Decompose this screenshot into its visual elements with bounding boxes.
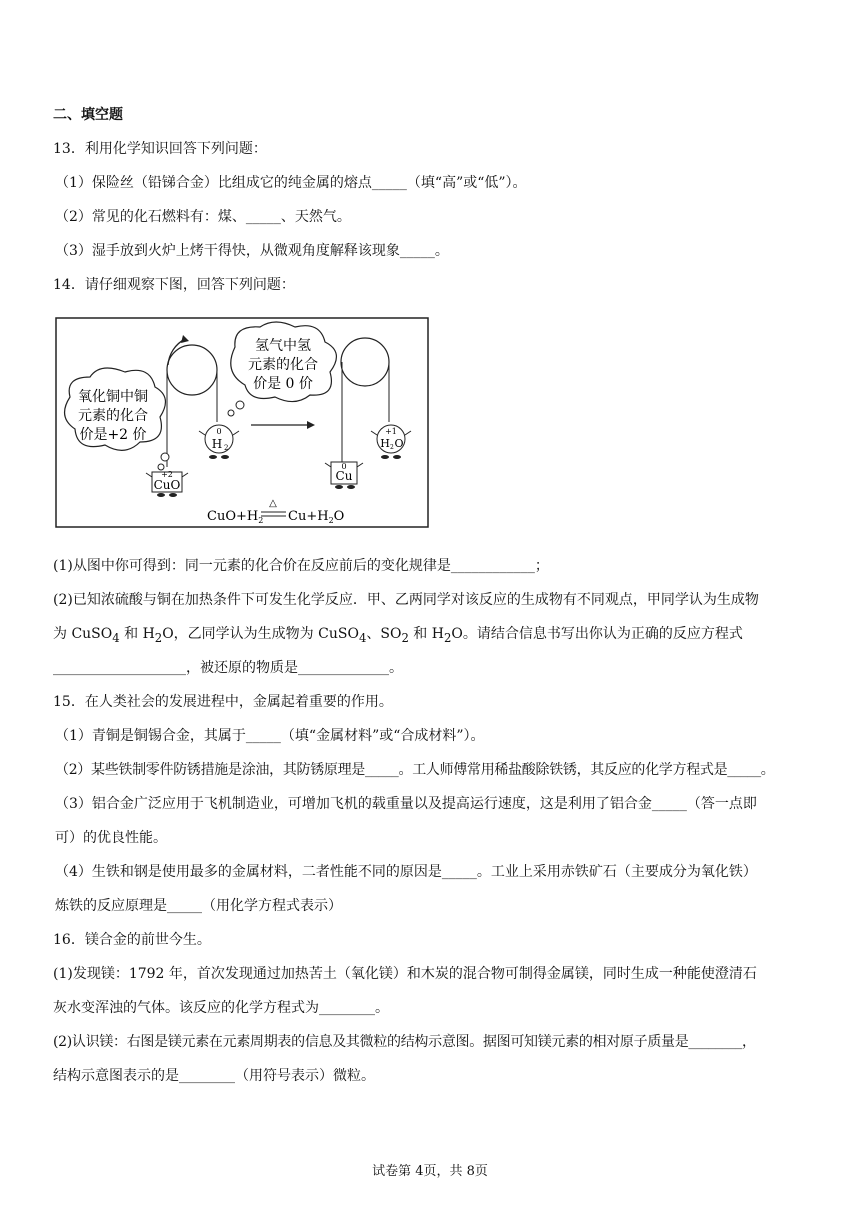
h2-valence: 0: [216, 427, 222, 436]
q16-stem: 16．镁合金的前世今生。: [53, 932, 211, 948]
q15-part3-a: （3）铝合金广泛应用于飞机制造业，可增加飞机的载重量以及提高运行速度，这是利用了铝合金_____（答一点即: [55, 796, 757, 812]
h2o-o: O: [394, 437, 404, 450]
section-title: 二、填空题: [53, 107, 123, 123]
left-bubble-line3: 价是+2 价: [79, 427, 147, 443]
q15-part3-b: 可）的优良性能。: [55, 830, 167, 846]
reaction-figure: [55, 317, 429, 528]
q15-part1: （1）青铜是铜锡合金，其属于_____（填“金属材料”或“合成材料”）。: [55, 728, 485, 744]
equation-left: $CuO+H_2$: [207, 509, 264, 525]
q14-part2-a: (2)已知浓硫酸与铜在加热条件下可发生化学反应．甲、乙两同学对该反应的生成物有不同观点，甲同学认为生成物: [53, 592, 759, 608]
heat-symbol: △: [269, 498, 277, 509]
right-bubble-line2: 元素的化合: [248, 357, 318, 373]
left-bubble-line1: 氧化铜中铜: [78, 389, 148, 405]
left-bubble-line2: 元素的化合: [78, 408, 148, 424]
q16-part2-a: (2)认识镁：右图是镁元素在元素周期表的信息及其微粒的结构示意图。据图可知镁元素的相对原子质量是________，: [53, 1034, 756, 1050]
right-bubble-line3: 价是 0 价: [253, 376, 313, 392]
q16-part1-a: (1)发现镁：1792 年，首次发现通过加热苦土（氧化镁）和木炭的混合物可制得金属镁，同时生成一种能使澄清石: [53, 966, 757, 982]
q14-part2-b: 为 CuSO$_4$ 和 $H_2O$，乙同学认为生成物为 CuSO$_4$、$SO_2$ 和 $H_2O$。请结合信息书写出你认为正确的反应方程式: [53, 626, 743, 645]
right-bubble-line1: 氢气中氢: [255, 338, 311, 354]
q15-part4-a: （4）生铁和钢是使用最多的金属材料，二者性能不同的原因是_____。工业上采用赤铁矿石（主要成分为氧化铁）: [55, 864, 757, 880]
h2-subscript: 2: [224, 444, 229, 452]
q15-part4-b: 炼铁的反应原理是_____（用化学方程式表示）: [55, 898, 342, 914]
q16-part2-b: 结构示意图表示的是________（用符号表示）微粒。: [53, 1068, 375, 1084]
h2o-label: H: [380, 437, 390, 450]
q13-part1: （1）保险丝（铅锑合金）比组成它的纯金属的熔点_____（填“高”或“低”）。: [55, 175, 527, 191]
q14-stem: 14．请仔细观察下图，回答下列问题：: [53, 277, 295, 293]
q15-stem: 15．在人类社会的发展进程中，金属起着重要的作用。: [53, 694, 393, 710]
equation-right: $Cu+H_2O$: [288, 509, 345, 525]
q14-part1: (1)从图中你可得到：同一元素的化合价在反应前后的变化规律是____________；: [53, 558, 549, 574]
h2o-valence: +1: [385, 427, 397, 436]
cuo-valence: +2: [161, 470, 173, 479]
cu-valence: 0: [341, 462, 347, 471]
q13-stem: 13．利用化学知识回答下列问题：: [53, 141, 267, 157]
page-footer: 试卷第 4页，共 8页: [372, 1164, 488, 1179]
q14-part2-c: ___________________，被还原的物质是_____________。: [53, 660, 403, 676]
h2o-subscript: 2: [390, 444, 394, 451]
q13-part2: （2）常见的化石燃料有：煤、_____、天然气。: [55, 209, 351, 225]
q13-part3: （3）湿手放到火炉上烤干得快，从微观角度解释该现象_____。: [55, 243, 449, 259]
q16-part1-b: 灰水变浑浊的气体。该反应的化学方程式为________。: [53, 1000, 389, 1016]
cuo-label: CuO: [153, 478, 181, 492]
q15-part2: （2）某些铁制零件防锈措施是涂油，其防锈原理是_____。工人师傅常用稀盐酸除铁锈，其反应的化学方程式是_____。: [55, 762, 775, 778]
cu-label: Cu: [335, 469, 353, 483]
h2-label: H: [211, 437, 223, 451]
